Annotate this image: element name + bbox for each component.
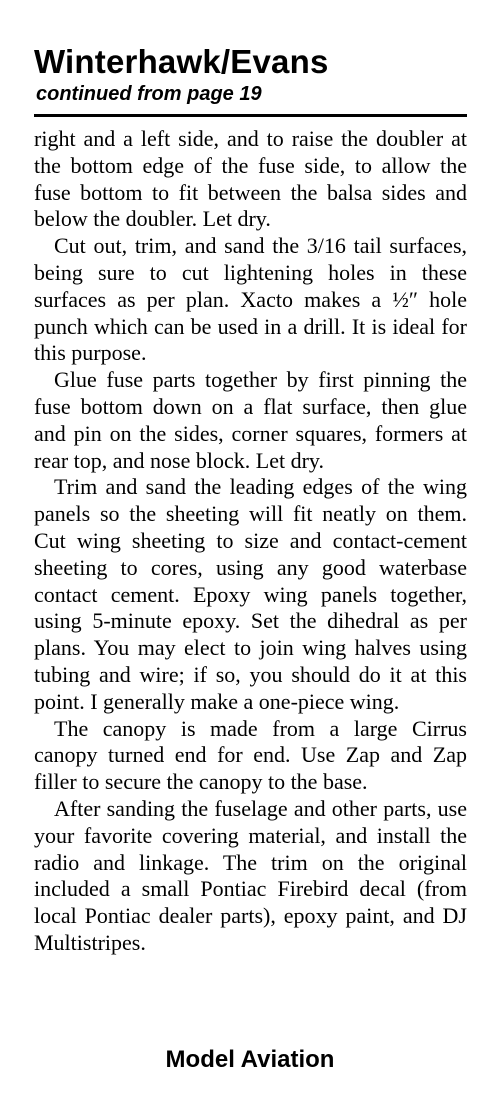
paragraph-tail-surfaces: Cut out, trim, and sand the 3/16 tail surfaces, being sure to cut lightening holes in these surfaces as per plan. Xacto makes a ½″ hole punch which can be used in a drill. It is ideal for this purpose. xyxy=(34,233,467,366)
publication-footer: Model Aviation xyxy=(165,1046,335,1073)
article-body xyxy=(34,126,467,1031)
article-title: Winterhawk/Evans xyxy=(34,43,329,80)
paragraph-continued: right and a left side, and to raise the doubler at the bottom edge of the fuse side, to allow the fuse bottom to fit between the balsa sides and below the doubler. Let dry. xyxy=(34,126,467,232)
paragraph-canopy: The canopy is made from a large Cirrus canopy turned end for end. Use Zap and Zap filler to secure the canopy to the base. xyxy=(34,715,467,795)
header-divider xyxy=(34,114,467,117)
paragraph-finishing: After sanding the fuselage and other parts, use your favorite covering material, and install the radio and linkage. The trim on the original included a small Pontiac Firebird decal (from local Pontiac dealer parts), epoxy paint, and DJ Multistripes. xyxy=(34,795,467,955)
paragraph-wing-panels: Trim and sand the leading edges of the wing panels so the sheeting will fit neatly on them. Cut wing sheeting to size and contact-cement sheeting to cores, using any good waterbase contact cement. Epoxy wing panels together, using 5-minute epoxy. Set the dihedral as per plans. You may elect to join wing halves using tubing and wire; if so, you should do it at this point. I generally make a one-piece wing. xyxy=(34,474,467,714)
paragraph-fuse-assembly: Glue fuse parts together by first pinning the fuse bottom down on a flat surface, then glue and pin on the sides, corner squares, formers at rear top, and nose block. Let dry. xyxy=(34,367,467,473)
continuation-note: continued from page 19 xyxy=(36,83,262,105)
